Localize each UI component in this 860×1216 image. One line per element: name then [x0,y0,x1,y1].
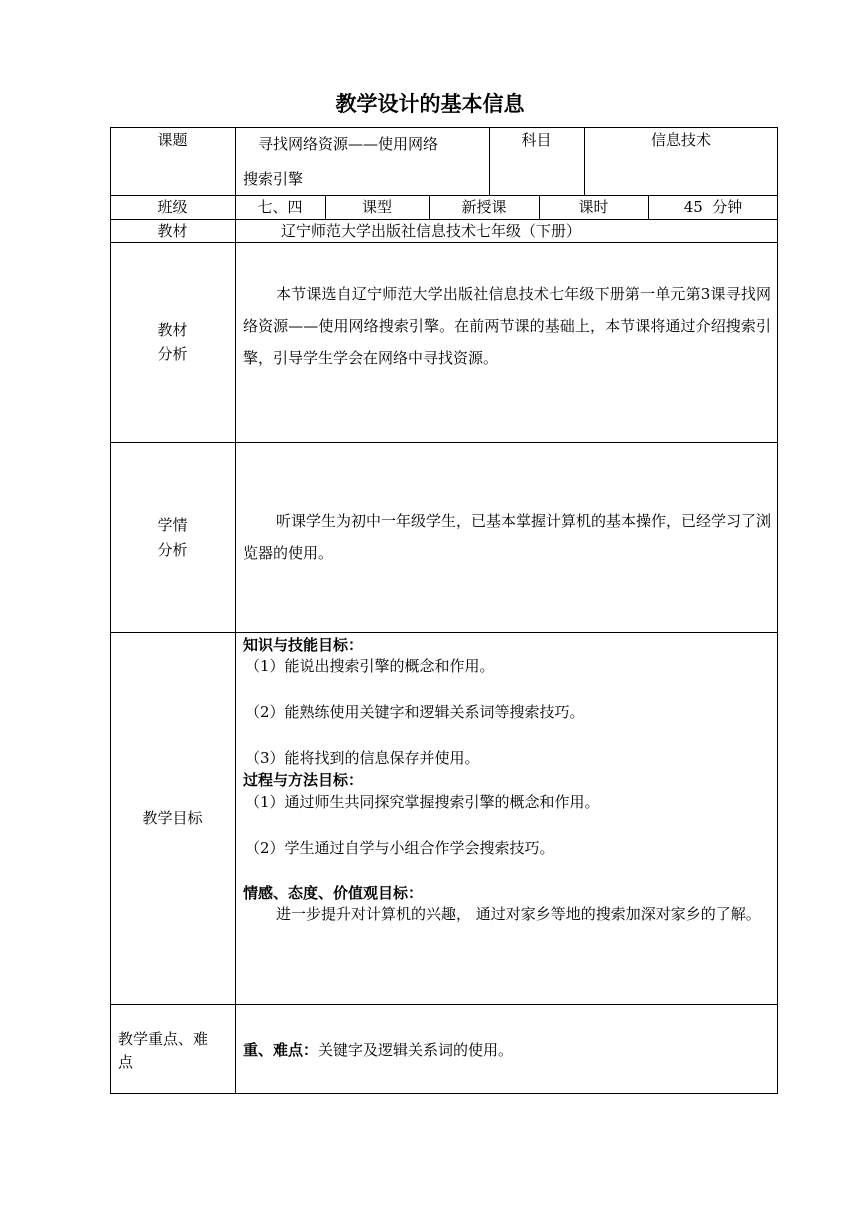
row-divider [110,1004,778,1005]
textbook-analysis-text: 本节课选自辽宁师范大学出版社信息技术七年级下册第一单元第3课寻找网络资源——使用网络搜索引擎。在前两节课的基础上，本节课将通过介绍搜索引擎，引导学生学会在网络中寻找资源。 [243,285,771,367]
goal-heading-knowledge: 知识与技能目标： [243,636,364,654]
column-divider [235,127,236,1094]
topic-value-line2: 搜索引擎 [243,170,304,188]
goal-item: （2）能熟练使用关键字和逻辑关系词等搜索技巧。 [245,703,585,721]
row-divider [110,242,778,243]
goal-item: （1）通过师生共同探究掌握搜索引擎的概念和作用。 [245,793,600,811]
subject-value: 信息技术 [650,131,711,149]
learner-analysis-text: 听课学生为初中一年级学生，已基本掌握计算机的基本操作，已经学习了浏览器的使用。 [243,512,772,562]
lesson-type-label: 课型 [361,198,392,216]
info-table [110,127,778,1094]
row-divider [110,195,778,196]
class-value: 七、四 [257,198,303,216]
learner-analysis-label-line2: 分析 [157,541,188,559]
goal-item: （1）能说出搜索引擎的概念和作用。 [245,657,495,675]
row-divider [110,632,778,633]
goal-item: （3）能将找到的信息保存并使用。 [245,749,480,767]
key-points-prefix: 重、难点： [243,1041,319,1059]
learner-analysis-label-line1: 学情 [157,516,188,534]
textbook-value: 辽宁师范大学出版社信息技术七年级（下册） [281,222,582,240]
subject-label: 科目 [521,131,552,149]
page-title: 教学设计的基本信息 [335,92,525,116]
key-points-text [243,1042,513,1058]
class-hours-label: 课时 [578,198,609,216]
teaching-goals-label: 教学目标 [142,809,203,827]
goal-item: （2）学生通过自学与小组合作学会搜索技巧。 [245,839,555,857]
textbook-analysis-label-line1: 教材 [157,321,188,339]
key-points-label-line2: 点 [118,1053,134,1071]
class-label: 班级 [157,198,188,216]
topic-value-line1: 寻找网络资源——使用网络 [258,135,439,153]
row-divider [110,442,778,443]
lesson-type-value: 新授课 [461,198,507,216]
key-points-label-line1: 教学重点、难 [118,1030,209,1048]
topic-label: 课题 [157,131,188,149]
goal-heading-process: 过程与方法目标： [243,771,364,789]
row-divider [110,219,778,220]
textbook-label: 教材 [157,222,188,240]
class-hours-value: 45 分钟 [683,198,743,216]
textbook-analysis-label-line2: 分析 [157,345,188,363]
goal-heading-emotion: 情感、态度、价值观目标： [243,884,424,902]
key-points-value: 关键字及逻辑关系词的使用。 [318,1041,514,1059]
goal-item: 进一步提升对计算机的兴趣， 通过对家乡等地的搜索加深对家乡的了解。 [276,905,761,923]
